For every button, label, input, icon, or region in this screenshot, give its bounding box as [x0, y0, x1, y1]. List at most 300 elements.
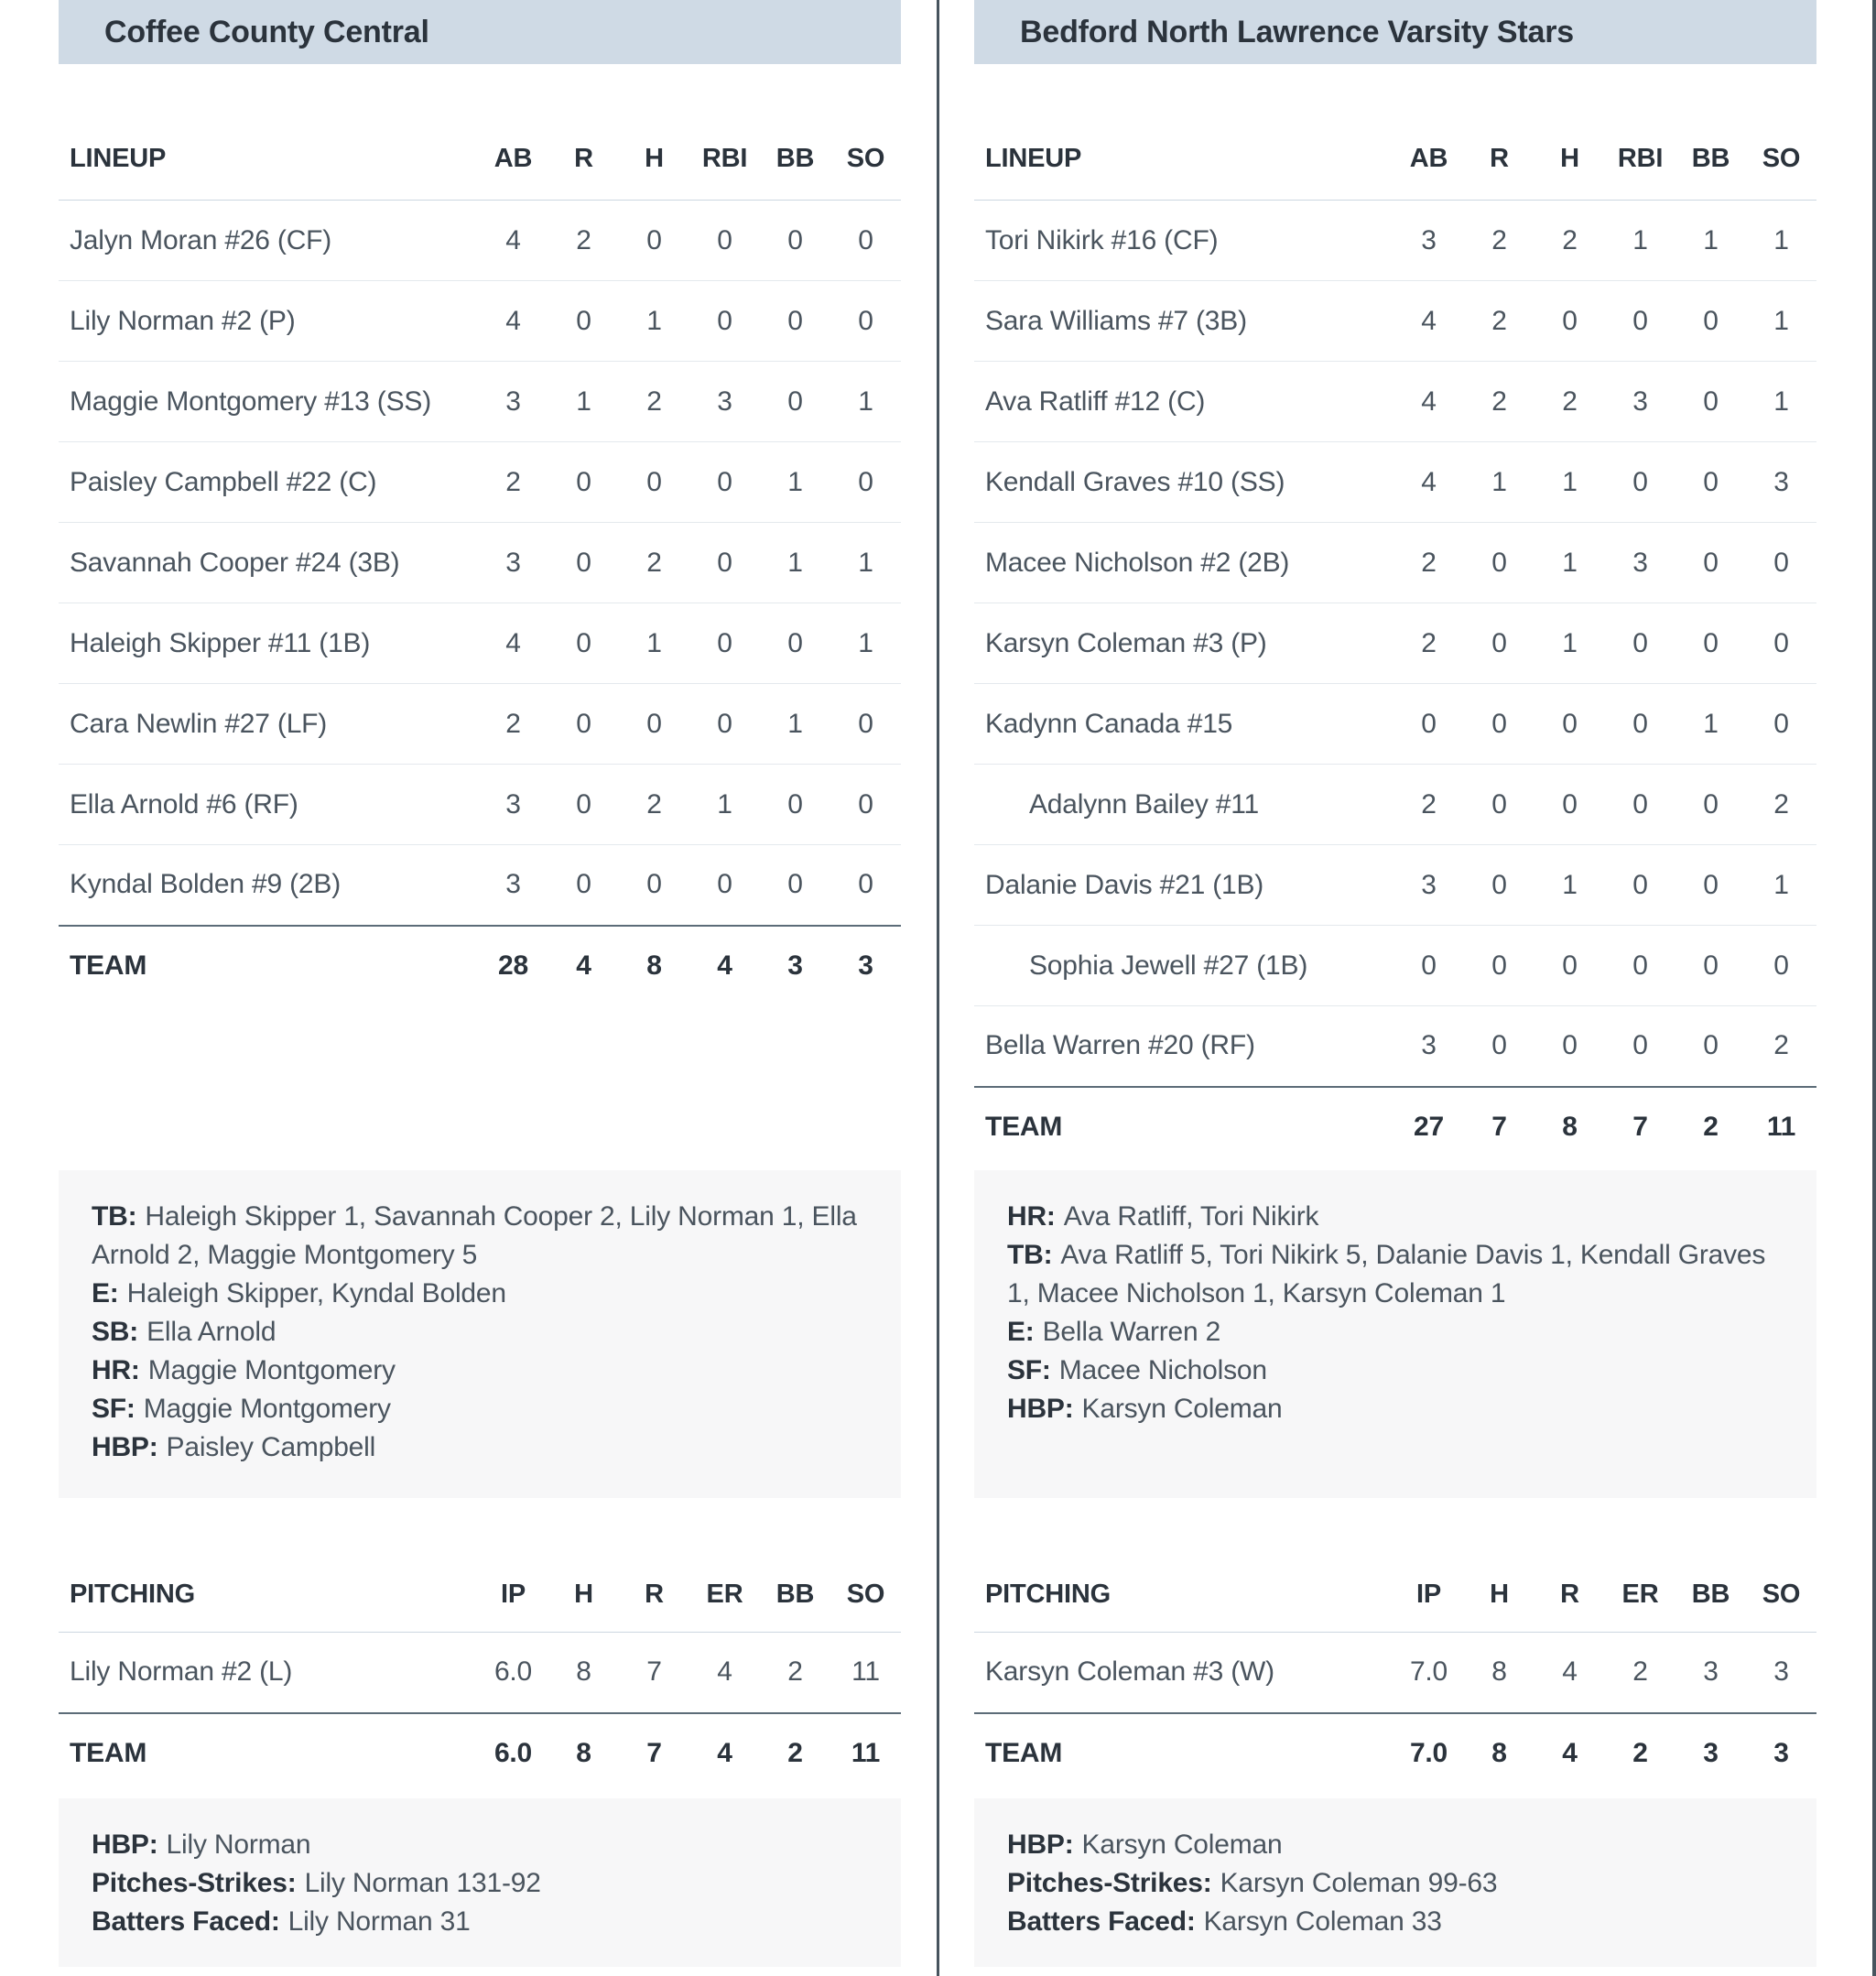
stat-so: 0	[1746, 926, 1816, 1006]
player-name: Kadynn Canada #15	[985, 708, 1233, 739]
team-header	[974, 0, 1816, 64]
team-stat-bb: 3	[760, 926, 830, 1006]
team-total-label: TEAM	[974, 1713, 1393, 1794]
lineup-row	[974, 845, 1816, 926]
pitching-team-totals-row	[59, 1713, 901, 1794]
team-total-label: TEAM	[59, 926, 478, 1006]
stat-ab: 3	[1393, 845, 1464, 926]
stat-h: 1	[1534, 442, 1605, 523]
stat-r: 1	[548, 362, 619, 442]
stat-so: 0	[1746, 523, 1816, 603]
stat-bb: 0	[760, 281, 830, 362]
team-stat-ab: 27	[1393, 1087, 1464, 1167]
pitching-header-row	[974, 1515, 1816, 1633]
stat-so: 3	[1746, 442, 1816, 523]
stat-bb: 1	[760, 684, 830, 765]
team-stat-h: 8	[619, 926, 689, 1006]
col-header-so: SO	[1746, 64, 1816, 201]
stat-rbi: 0	[689, 442, 760, 523]
stat-so: 0	[1746, 684, 1816, 765]
lineup-row	[974, 281, 1816, 362]
col-header-rbi: RBI	[1605, 64, 1675, 201]
note-value: Maggie Montgomery	[143, 1394, 391, 1424]
pitching-notes	[974, 1798, 1816, 1967]
team-stat-so: 3	[1746, 1713, 1816, 1794]
lineup-row	[59, 201, 901, 281]
pitching-notes	[59, 1798, 901, 1967]
stat-h: 0	[646, 869, 662, 900]
note-line	[92, 1275, 868, 1313]
lineup-row	[59, 523, 901, 603]
col-header-bb: BB	[760, 64, 830, 201]
lineup-table	[974, 64, 1816, 1167]
team-stat-bb: 2	[760, 1713, 830, 1794]
note-value: Karsyn Coleman 99-63	[1220, 1868, 1498, 1898]
stat-ab: 4	[1393, 281, 1464, 362]
team-name: Bedford North Lawrence Varsity Stars	[1020, 14, 1574, 49]
note-line	[1007, 1236, 1784, 1313]
player-name: Kendall Graves #10 (SS)	[985, 466, 1285, 497]
stat-bb: 0	[760, 765, 830, 845]
note-line	[92, 1428, 868, 1467]
stat-r: 0	[548, 765, 619, 845]
stat-h: 1	[1534, 603, 1605, 684]
note-line	[92, 1198, 868, 1275]
batting-notes	[59, 1170, 901, 1498]
note-label: HBP:	[92, 1432, 158, 1462]
stat-r: 0	[1464, 845, 1534, 926]
note-value: Lily Norman 31	[287, 1906, 471, 1937]
stat-so: 0	[830, 684, 901, 765]
stat-r: 0	[548, 523, 619, 603]
lineup-row	[974, 765, 1816, 845]
note-value: Karsyn Coleman	[1081, 1394, 1283, 1424]
stat-rbi: 1	[689, 765, 760, 845]
stat-so: 0	[830, 442, 901, 523]
stat-h: 2	[619, 765, 689, 845]
team-stat-bb: 2	[1675, 1087, 1746, 1167]
note-label: Pitches-Strikes:	[92, 1868, 297, 1898]
team-stat-r: 4	[1534, 1713, 1605, 1794]
stat-h: 1	[619, 281, 689, 362]
stat-r: 0	[1464, 926, 1534, 1006]
stat-bb: 0	[760, 603, 830, 684]
note-label: HBP:	[1007, 1829, 1074, 1860]
col-header-ab: AB	[478, 64, 548, 201]
player-name: Lily Norman #2 (L)	[70, 1656, 293, 1688]
col-header-ab: AB	[1393, 64, 1464, 201]
note-line	[92, 1390, 868, 1428]
team-stat-h: 8	[1534, 1087, 1605, 1167]
stat-rbi: 3	[689, 362, 760, 442]
lineup-row	[59, 603, 901, 684]
note-label: HBP:	[92, 1829, 158, 1860]
player-name: Dalanie Davis #21 (1B)	[985, 869, 1264, 900]
note-line	[1007, 1826, 1784, 1864]
pitching-team-totals-row	[974, 1713, 1816, 1794]
col-header-r: R	[1534, 1515, 1605, 1633]
stat-h: 0	[1534, 684, 1605, 765]
note-value: Macee Nicholson	[1058, 1355, 1267, 1385]
stat-r: 2	[1464, 201, 1534, 281]
stat-so: 1	[1746, 201, 1816, 281]
lineup-header-row	[59, 64, 901, 201]
team-stat-ab: 28	[478, 926, 548, 1006]
stat-bb: 0	[787, 869, 803, 900]
pitching-col-header: PITCHING	[974, 1515, 1393, 1633]
stat-ip: 7.0	[1409, 1656, 1448, 1688]
team-stat-r: 7	[619, 1713, 689, 1794]
stat-h: 1	[1534, 845, 1605, 926]
team-totals-row	[974, 1087, 1816, 1167]
stat-rbi: 3	[1605, 362, 1675, 442]
stat-h: 8	[1491, 1656, 1507, 1688]
stat-bb: 1	[1675, 684, 1746, 765]
col-header-r: R	[1464, 64, 1534, 201]
team-total-label: TEAM	[974, 1087, 1393, 1167]
stat-r: 0	[548, 442, 619, 523]
team-stat-er: 2	[1605, 1713, 1675, 1794]
stat-r: 0	[548, 281, 619, 362]
pitching-row	[974, 1633, 1816, 1713]
stat-h: 0	[619, 684, 689, 765]
stat-rbi: 0	[689, 684, 760, 765]
stat-er: 4	[717, 1656, 732, 1688]
stat-so: 0	[830, 201, 901, 281]
note-value: Lily Norman	[166, 1829, 311, 1860]
col-header-r: R	[619, 1515, 689, 1633]
stat-r: 0	[548, 603, 619, 684]
stat-ip: 6.0	[493, 1656, 533, 1688]
stat-h: 2	[619, 523, 689, 603]
player-name: Savannah Cooper #24 (3B)	[70, 547, 400, 578]
player-name: Haleigh Skipper #11 (1B)	[70, 627, 371, 658]
stat-so: 0	[858, 869, 873, 900]
stat-bb: 0	[760, 201, 830, 281]
note-value: Karsyn Coleman	[1081, 1829, 1283, 1860]
stat-bb: 0	[1675, 523, 1746, 603]
player-name: Bella Warren #20 (RF)	[985, 1030, 1255, 1061]
player-name: Karsyn Coleman #3 (W)	[985, 1656, 1274, 1688]
player-name: Kyndal Bolden #9 (2B)	[70, 869, 341, 900]
note-line	[92, 1352, 868, 1390]
stat-ab: 3	[1421, 1030, 1437, 1061]
note-label: HR:	[92, 1355, 140, 1385]
note-label: HBP:	[1007, 1394, 1074, 1424]
lineup-row	[59, 442, 901, 523]
stat-r: 7	[646, 1656, 662, 1688]
stat-bb: 0	[1675, 765, 1746, 845]
note-line	[1007, 1198, 1784, 1236]
note-label: Pitches-Strikes:	[1007, 1868, 1212, 1898]
stat-h: 2	[1534, 362, 1605, 442]
note-line	[92, 1864, 868, 1903]
team-stat-rbi: 7	[1605, 1087, 1675, 1167]
lineup-row	[974, 603, 1816, 684]
player-name: Tori Nikirk #16 (CF)	[985, 224, 1219, 255]
note-value: Ella Arnold	[146, 1317, 277, 1347]
team-stat-so: 11	[1746, 1087, 1816, 1167]
lineup-row	[59, 765, 901, 845]
stat-ab: 4	[478, 201, 548, 281]
player-name: Jalyn Moran #26 (CF)	[70, 224, 332, 255]
stat-ab: 0	[1393, 926, 1464, 1006]
col-header-so: SO	[1746, 1515, 1816, 1633]
team-column-away	[59, 0, 901, 1976]
note-value: Paisley Campbell	[166, 1432, 376, 1462]
stat-bb: 0	[1675, 926, 1746, 1006]
stat-rbi: 0	[717, 869, 732, 900]
col-header-ip: IP	[478, 1515, 548, 1633]
stat-rbi: 0	[689, 603, 760, 684]
stat-r: 2	[548, 201, 619, 281]
stat-so: 0	[1746, 603, 1816, 684]
note-value: Ava Ratliff, Tori Nikirk	[1063, 1201, 1319, 1232]
col-header-so: SO	[830, 64, 901, 201]
team-column-home	[974, 0, 1816, 1976]
stat-so: 3	[1773, 1656, 1789, 1688]
stat-r: 2	[1464, 362, 1534, 442]
col-header-er: ER	[1605, 1515, 1675, 1633]
stat-h: 0	[1562, 1030, 1578, 1061]
stat-rbi: 0	[1605, 281, 1675, 362]
stat-rbi: 0	[689, 523, 760, 603]
col-header-r: R	[548, 64, 619, 201]
note-label: TB:	[92, 1201, 137, 1232]
team-header	[59, 0, 901, 64]
team-total-label: TEAM	[59, 1713, 478, 1794]
team-stat-h: 8	[548, 1713, 619, 1794]
stat-rbi: 0	[1605, 765, 1675, 845]
stat-rbi: 0	[1605, 684, 1675, 765]
stat-so: 2	[1773, 1030, 1789, 1061]
stat-bb: 3	[1703, 1656, 1719, 1688]
note-label: Batters Faced:	[1007, 1906, 1196, 1937]
stat-ab: 2	[1393, 603, 1464, 684]
note-label: HR:	[1007, 1201, 1056, 1232]
batting-notes	[974, 1170, 1816, 1498]
stat-ab: 4	[478, 281, 548, 362]
stat-bb: 0	[1675, 845, 1746, 926]
pitching-header-row	[59, 1515, 901, 1633]
stat-so: 1	[1746, 845, 1816, 926]
team-stat-ip: 7.0	[1393, 1713, 1464, 1794]
stat-h: 2	[1534, 201, 1605, 281]
stat-h: 0	[619, 442, 689, 523]
stat-rbi: 0	[1605, 442, 1675, 523]
stat-r: 1	[1464, 442, 1534, 523]
team-stat-rbi: 4	[689, 926, 760, 1006]
note-label: SB:	[92, 1317, 139, 1347]
stat-so: 0	[830, 765, 901, 845]
note-label: E:	[92, 1278, 119, 1308]
stat-r: 0	[548, 684, 619, 765]
note-value: Lily Norman 131-92	[304, 1868, 541, 1898]
player-name: Ava Ratliff #12 (C)	[985, 385, 1206, 417]
stat-h: 2	[619, 362, 689, 442]
stat-bb: 2	[787, 1656, 803, 1688]
stat-ab: 2	[1393, 523, 1464, 603]
stat-ab: 2	[478, 442, 548, 523]
team-stat-ip: 6.0	[478, 1713, 548, 1794]
stat-so: 1	[830, 603, 901, 684]
note-line	[92, 1903, 868, 1941]
stat-ab: 0	[1393, 684, 1464, 765]
right-edge-divider	[1872, 0, 1876, 1976]
stat-h: 1	[619, 603, 689, 684]
note-label: SF:	[1007, 1355, 1051, 1385]
note-label: TB:	[1007, 1240, 1053, 1270]
stat-ab: 2	[478, 684, 548, 765]
col-header-h: H	[619, 64, 689, 201]
lineup-row	[974, 442, 1816, 523]
lineup-row	[974, 684, 1816, 765]
stat-ab: 3	[478, 523, 548, 603]
lineup-row	[59, 684, 901, 765]
stat-so: 1	[1746, 362, 1816, 442]
stat-rbi: 0	[689, 201, 760, 281]
team-stat-r: 4	[548, 926, 619, 1006]
team-stat-so: 11	[830, 1713, 901, 1794]
lineup-row	[974, 1006, 1816, 1087]
player-name: Macee Nicholson #2 (2B)	[985, 547, 1290, 578]
team-stat-so: 3	[830, 926, 901, 1006]
stat-ab: 3	[1393, 201, 1464, 281]
note-label: E:	[1007, 1317, 1035, 1347]
stat-r: 0	[1464, 765, 1534, 845]
col-header-h: H	[548, 1515, 619, 1633]
stat-so: 1	[1746, 281, 1816, 362]
team-stat-h: 8	[1464, 1713, 1534, 1794]
stat-ab: 4	[1393, 362, 1464, 442]
lineup-row	[974, 926, 1816, 1006]
col-header-bb: BB	[760, 1515, 830, 1633]
stat-r: 2	[1464, 281, 1534, 362]
col-header-h: H	[1534, 64, 1605, 201]
stat-r: 0	[1491, 1030, 1507, 1061]
pitching-table	[59, 1515, 901, 1794]
lineup-row	[59, 362, 901, 442]
stat-bb: 0	[1675, 442, 1746, 523]
note-value: Ava Ratliff 5, Tori Nikirk 5, Dalanie Davis 1, Kendall Graves 1, Macee Nicholson 1, Karsyn Coleman 1	[1007, 1240, 1766, 1308]
stat-r: 0	[1464, 603, 1534, 684]
note-value: Bella Warren 2	[1042, 1317, 1221, 1347]
player-name: Paisley Campbell #22 (C)	[70, 466, 377, 497]
stat-so: 11	[851, 1656, 880, 1688]
stat-bb: 0	[1675, 362, 1746, 442]
stat-ab: 3	[505, 869, 521, 900]
lineup-row	[59, 845, 901, 926]
pitching-table	[974, 1515, 1816, 1794]
lineup-header-row	[974, 64, 1816, 201]
stat-so: 0	[830, 281, 901, 362]
stat-ab: 3	[478, 765, 548, 845]
note-line	[92, 1826, 868, 1864]
note-label: Batters Faced:	[92, 1906, 280, 1937]
note-line	[92, 1313, 868, 1352]
stat-bb: 0	[1675, 603, 1746, 684]
lineup-col-header: LINEUP	[59, 64, 478, 201]
stat-rbi: 3	[1605, 523, 1675, 603]
player-name: Sara Williams #7 (3B)	[985, 305, 1247, 336]
lineup-table	[59, 64, 901, 1006]
stat-rbi: 0	[1632, 1030, 1648, 1061]
stat-bb: 1	[1675, 201, 1746, 281]
stat-bb: 1	[760, 523, 830, 603]
stat-so: 2	[1746, 765, 1816, 845]
note-line	[1007, 1903, 1784, 1941]
col-header-bb: BB	[1675, 1515, 1746, 1633]
note-value: Haleigh Skipper 1, Savannah Cooper 2, Lily Norman 1, Ella Arnold 2, Maggie Montgomery 5	[92, 1201, 857, 1270]
col-header-h: H	[1464, 1515, 1534, 1633]
stat-r: 0	[576, 869, 591, 900]
team-totals-row	[59, 926, 901, 1006]
pitching-row	[59, 1633, 901, 1713]
stat-so: 1	[830, 523, 901, 603]
note-line	[1007, 1864, 1784, 1903]
player-name: Karsyn Coleman #3 (P)	[985, 627, 1267, 658]
note-label: SF:	[92, 1394, 136, 1424]
lineup-row	[59, 281, 901, 362]
pitching-col-header: PITCHING	[59, 1515, 478, 1633]
stat-rbi: 0	[689, 281, 760, 362]
stat-h: 8	[576, 1656, 591, 1688]
stat-ab: 4	[478, 603, 548, 684]
stat-h: 0	[1534, 281, 1605, 362]
lineup-row	[974, 201, 1816, 281]
stat-bb: 0	[1703, 1030, 1719, 1061]
stat-h: 1	[1534, 523, 1605, 603]
stat-er: 2	[1632, 1656, 1648, 1688]
note-line	[1007, 1313, 1784, 1352]
stat-ab: 2	[1393, 765, 1464, 845]
stat-so: 1	[830, 362, 901, 442]
stat-h: 0	[619, 201, 689, 281]
col-header-bb: BB	[1675, 64, 1746, 201]
team-name: Coffee County Central	[104, 14, 429, 49]
stat-r: 0	[1464, 684, 1534, 765]
note-value: Haleigh Skipper, Kyndal Bolden	[126, 1278, 506, 1308]
lineup-col-header: LINEUP	[974, 64, 1393, 201]
stat-r: 0	[1464, 523, 1534, 603]
team-stat-bb: 3	[1675, 1713, 1746, 1794]
stat-r: 4	[1562, 1656, 1578, 1688]
stat-ab: 3	[478, 362, 548, 442]
stat-ab: 4	[1393, 442, 1464, 523]
stat-h: 0	[1534, 926, 1605, 1006]
stat-bb: 0	[1675, 281, 1746, 362]
stat-bb: 1	[760, 442, 830, 523]
team-stat-r: 7	[1464, 1087, 1534, 1167]
stat-rbi: 1	[1605, 201, 1675, 281]
col-header-er: ER	[689, 1515, 760, 1633]
col-header-so: SO	[830, 1515, 901, 1633]
stat-rbi: 0	[1605, 926, 1675, 1006]
player-name: Lily Norman #2 (P)	[70, 305, 296, 336]
note-line	[1007, 1352, 1784, 1390]
player-name: Adalynn Bailey #11	[1029, 788, 1260, 820]
player-name: Ella Arnold #6 (RF)	[70, 788, 298, 820]
lineup-row	[974, 523, 1816, 603]
column-divider	[937, 0, 939, 1976]
col-header-rbi: RBI	[689, 64, 760, 201]
stat-rbi: 0	[1605, 603, 1675, 684]
player-name: Cara Newlin #27 (LF)	[70, 708, 328, 739]
note-value: Maggie Montgomery	[147, 1355, 396, 1385]
stat-bb: 0	[760, 362, 830, 442]
stat-rbi: 0	[1605, 845, 1675, 926]
col-header-ip: IP	[1393, 1515, 1464, 1633]
